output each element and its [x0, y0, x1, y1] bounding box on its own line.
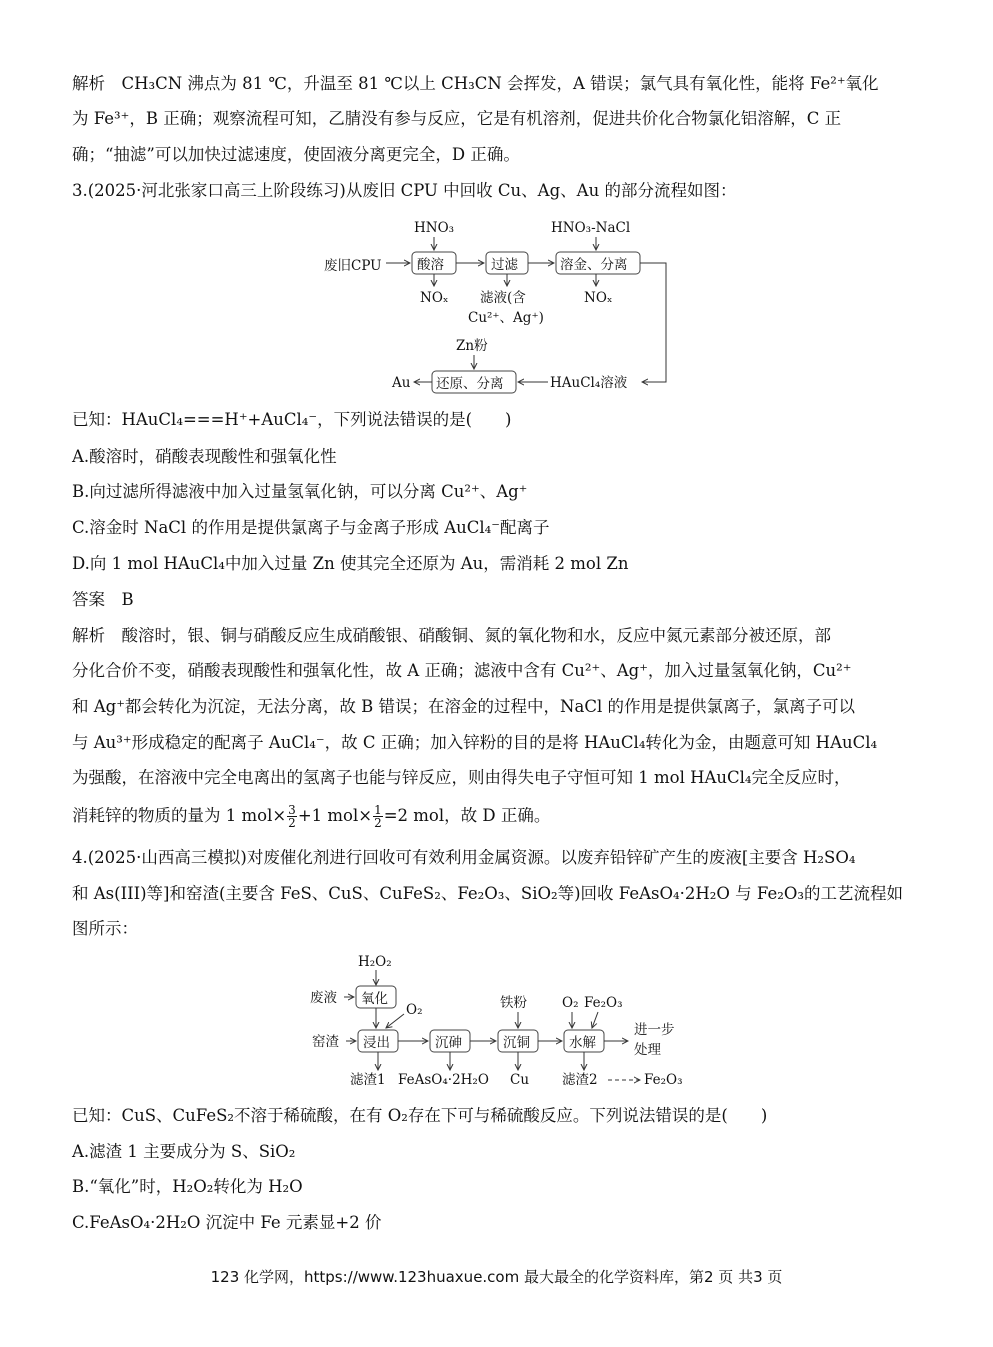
question-3-stem: 3.(2025·河北张家口高三上阶段练习)从废旧 CPU 中回收 Cu、Ag、Au 的部分流程如图： — [72, 181, 737, 200]
label-o2-b: O₂ — [562, 995, 579, 1011]
question-4-stem: 图所示： — [72, 919, 138, 938]
box-label: 酸溶 — [417, 257, 444, 273]
option-c: C.FeAsO₄·2H₂O 沉淀中 Fe 元素显+2 价 — [72, 1213, 382, 1232]
label-kiln-slag: 窑渣 — [312, 1034, 339, 1050]
label-au: Au — [392, 375, 411, 391]
page-footer: 123 化学网，https://www.123huaxue.com 最大最全的化学资料库，第2 页 共3 页 — [210, 1268, 783, 1286]
fraction-denominator: 2 — [288, 816, 296, 830]
fraction-denominator: 2 — [374, 816, 382, 830]
text: 消耗锌的物质的量为 1 mol× — [72, 806, 287, 825]
option-b: B.“氧化”时，H₂O₂转化为 H₂O — [72, 1177, 303, 1196]
box-label: 溶金、分离 — [560, 257, 628, 273]
label-nox-1: NOₓ — [420, 290, 449, 306]
question-4-known: 已知：CuS、CuFeS₂不溶于稀硫酸，在有 O₂存在下可与稀硫酸反应。下列说法错误的是( ) — [72, 1106, 768, 1125]
box-label: 水解 — [569, 1035, 596, 1051]
fraction — [287, 804, 297, 829]
label-feaso4: FeAsO₄·2H₂O — [398, 1072, 489, 1088]
box-label: 过滤 — [491, 257, 518, 273]
option-b: B.向过滤所得滤液中加入过量氢氧化钠，可以分离 Cu²⁺、Ag⁺ — [72, 482, 528, 501]
label-iron-powder: 铁粉 — [500, 995, 527, 1011]
analysis-line: 分化合价不变，硝酸表现酸性和强氧化性，故 A 正确；滤液中含有 Cu²⁺、Ag⁺，加入过量氢氧化钠，Cu²⁺ — [72, 661, 852, 680]
option-a: A.酸溶时，硝酸表现酸性和强氧化性 — [72, 447, 337, 466]
box-label: 沉砷 — [435, 1035, 462, 1051]
label-cu: Cu — [510, 1072, 530, 1088]
box-label: 沉铜 — [503, 1035, 530, 1051]
flowchart-q4 — [300, 950, 700, 1090]
label-hno3: HNO₃ — [414, 220, 455, 236]
label-hno3-nacl: HNO₃-NaCl — [551, 220, 631, 236]
analysis-line: 与 Au³⁺形成稳定的配离子 AuCl₄⁻，故 C 正确；加入锌粉的目的是将 HAuCl₄转化为金，由题意可知 HAuCl₄ — [72, 733, 878, 752]
label-treatment: 处理 — [634, 1042, 661, 1058]
fraction-numerator: 1 — [374, 803, 382, 817]
flowchart-q3 — [300, 212, 700, 397]
label-o2: O₂ — [406, 1002, 423, 1018]
box-label: 浸出 — [363, 1035, 390, 1051]
question-4-stem: 和 As(III)等]和窑渣(主要含 FeS、CuS、CuFeS₂、Fe₂O₃、SiO₂等)回收 FeAsO₄·2H₂O 与 Fe₂O₃的工艺流程如 — [72, 884, 903, 903]
label-further: 进一步 — [634, 1022, 675, 1038]
label-waste-cpu: 废旧CPU — [324, 258, 382, 274]
label-waste-liquid: 废液 — [310, 990, 337, 1006]
label-filtrate-ions: Cu²⁺、Ag⁺) — [468, 310, 544, 326]
analysis-last-line — [72, 803, 550, 829]
label-fe2o3-a: Fe₂O₃ — [584, 995, 623, 1011]
analysis-line: 为强酸，在溶液中完全电离出的氢离子也能与锌反应，则由得失电子守恒可知 1 mol HAuCl₄完全反应时， — [72, 768, 851, 787]
fraction — [373, 804, 383, 829]
label-filtrate: 滤液(含 — [480, 290, 526, 306]
question-4-stem: 4.(2025·山西高三模拟)对废催化剂进行回收可有效利用金属资源。以废弃铅锌矿产生的废液[主要含 H₂SO₄ — [72, 848, 856, 867]
label-h2o2: H₂O₂ — [358, 954, 392, 970]
label-residue-2: 滤渣2 — [562, 1072, 598, 1088]
analysis-line: 确；“抽滤”可以加快过滤速度，使固液分离更完全，D 正确。 — [72, 145, 520, 164]
answer: 答案 B — [72, 590, 134, 609]
label-residue-1: 滤渣1 — [350, 1072, 386, 1088]
question-3-known: 已知：HAuCl₄===H⁺+AuCl₄⁻，下列说法错误的是( ) — [72, 410, 512, 429]
text: =2 mol，故 D 正确。 — [383, 806, 551, 825]
label-haucl4-solution: HAuCl₄溶液 — [550, 375, 628, 391]
box-label: 还原、分离 — [436, 376, 504, 392]
option-a: A.滤渣 1 主要成分为 S、SiO₂ — [72, 1142, 296, 1161]
analysis-line: 为 Fe³⁺，B 正确；观察流程可知，乙腈没有参与反应，它是有机溶剂，促进共价化合物氯化铝溶解，C 正 — [72, 109, 842, 128]
analysis-line: 解析 酸溶时，银、铜与硝酸反应生成硝酸银、硝酸铜、氮的氧化物和水，反应中氮元素部分被还原，部 — [72, 626, 831, 645]
option-d: D.向 1 mol HAuCl₄中加入过量 Zn 使其完全还原为 Au，需消耗 2 mol Zn — [72, 554, 629, 573]
box-label: 氧化 — [361, 991, 388, 1007]
label-nox-2: NOₓ — [584, 290, 613, 306]
analysis-line: 解析 CH₃CN 沸点为 81 ℃，升温至 81 ℃以上 CH₃CN 会挥发，A 错误；氯气具有氧化性，能将 Fe²⁺氧化 — [72, 74, 879, 93]
label-zn-powder: Zn粉 — [456, 338, 488, 354]
label-fe2o3-b: Fe₂O₃ — [644, 1072, 683, 1088]
analysis-line: 和 Ag⁺都会转化为沉淀，无法分离，故 B 错误；在溶金的过程中，NaCl 的作用是提供氯离子，氯离子可以 — [72, 697, 855, 716]
fraction-numerator: 3 — [288, 803, 296, 817]
text: +1 mol× — [297, 806, 373, 825]
option-c: C.溶金时 NaCl 的作用是提供氯离子与金离子形成 AuCl₄⁻配离子 — [72, 518, 550, 537]
